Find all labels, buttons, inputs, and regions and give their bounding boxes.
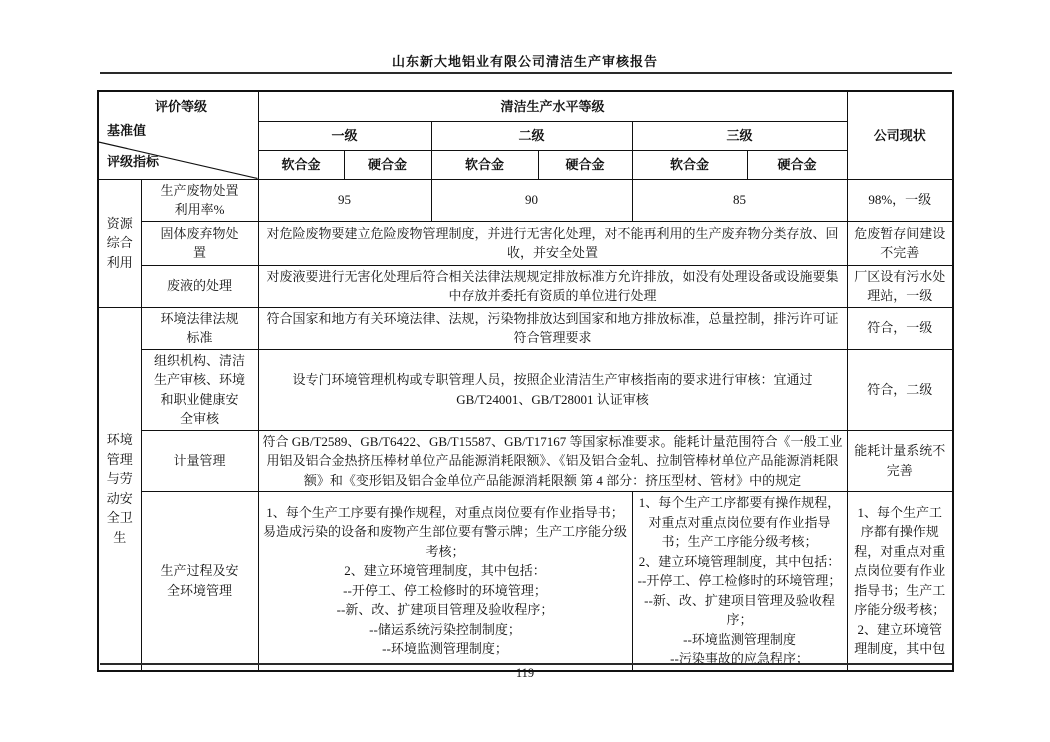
indicator-label-env-law: 环境法律法规 标准	[141, 307, 258, 349]
corner-middle-label: 基准值	[107, 123, 147, 138]
criteria-content-organization: 设专门环境管理机构或专职管理人员，按照企业清洁生产审核指南的要求进行审核：宜通过 GB/T24001、GB/T28001 认证审核	[258, 349, 847, 430]
alloy-header-soft-2: 软合金	[431, 150, 538, 179]
value-level3: 85	[632, 179, 847, 221]
value-level1: 95	[258, 179, 431, 221]
report-title: 山东新大地铝业有限公司清洁生产审核报告	[391, 54, 658, 69]
status-liquid-waste: 厂区设有污水处 理站，一级	[847, 265, 953, 307]
alloy-header-soft-3: 软合金	[632, 150, 747, 179]
indicator-label-waste-utilization: 生产废物处置 利用率%	[141, 179, 258, 221]
status-solid-waste: 危废暂存间建设 不完善	[847, 221, 953, 265]
group-cell-environment: 环境 管理 与劳 动安 全卫 生	[98, 307, 141, 671]
indicator-label-production-process: 生产过程及安 全环境管理	[141, 492, 258, 671]
footer-divider	[100, 663, 952, 665]
alloy-header-soft-1: 软合金	[258, 150, 344, 179]
indicator-label-solid-waste: 固体废弃物处 置	[141, 221, 258, 265]
status-production-process: 1、每个生产工 序都有操作规 程，对重点对重 点岗位要有作业 指导书；生产工 序能分级考核； 2、建立环境管 理制度，其中包	[847, 492, 953, 671]
criteria-content-process-a: 1、每个生产工序要有操作规程，对重点岗位要有作业指导书； 易造成污染的设备和废物产生部位要有警示牌；生产工序能分级 考核； 2、建立环境管理制度，其中包括： --开停工、停工检修时的环境管理； --新、改、扩建项目管理及验收程序； --储运系统污染控制制度； --环境监测管理制度；	[258, 492, 632, 671]
indicator-label-liquid-waste: 废液的处理	[141, 265, 258, 307]
level-2-header: 二级	[431, 121, 632, 150]
indicator-label-metering: 计量管理	[141, 430, 258, 492]
status-organization: 符合，二级	[847, 349, 953, 430]
title-divider	[100, 72, 952, 74]
value-level2: 90	[431, 179, 632, 221]
corner-bottom-label: 评级指标	[107, 154, 160, 169]
status-waste-utilization: 98%，一级	[847, 179, 953, 221]
alloy-header-hard-1: 硬合金	[344, 150, 431, 179]
status-env-law: 符合，一级	[847, 307, 953, 349]
group-cell-resource: 资源 综合 利用	[98, 179, 141, 307]
alloy-header-hard-2: 硬合金	[538, 150, 632, 179]
page-number: 119	[515, 666, 535, 680]
criteria-content-process-b: 1、每个生产工序都要有操作规程， 对重点对重点岗位要有作业指导 书；生产工序能分级考核； 2、建立环境管理制度，其中包括： --开停工、停工检修时的环境管理； --新、改、扩建项目管理及验收程序； --环境监测管理制度 --污染事故的应急程序；	[632, 492, 847, 671]
alloy-header-hard-3: 硬合金	[747, 150, 847, 179]
criteria-content-metering: 符合 GB/T2589、GB/T6422、GB/T15587、GB/T17167 等国家标准要求。能耗计量范围符合《一般工业 用铝及铝合金热挤压棒材单位产品能源消耗限额》、《铝及铝合金轧、拉制管棒材单位产品能源消耗限 额》和《变形铝及铝合金单位产品能源消耗限额 第 4 部分：挤压型材、管材》中的规定	[258, 430, 847, 492]
evaluation-table	[97, 90, 954, 672]
criteria-content-solid-waste: 对危险废物要建立危险废物管理制度，并进行无害化处理，对不能再利用的生产废弃物分类存放、回 收，并安全处置	[258, 221, 847, 265]
corner-cell	[98, 91, 258, 179]
indicator-label-organization: 组织机构、清洁 生产审核、环境 和职业健康安 全审核	[141, 349, 258, 430]
criteria-content-env-law: 符合国家和地方有关环境法律、法规，污染物排放达到国家和地方排放标准，总量控制，排污许可证 符合管理要求	[258, 307, 847, 349]
level-group-header: 清洁生产水平等级	[258, 91, 847, 121]
criteria-content-liquid-waste: 对废液要进行无害化处理后符合相关法律法规规定排放标准方允许排放，如没有处理设备或设施要集 中存放并委托有资质的单位进行处理	[258, 265, 847, 307]
level-3-header: 三级	[632, 121, 847, 150]
status-metering: 能耗计量系统不 完善	[847, 430, 953, 492]
level-1-header: 一级	[258, 121, 431, 150]
corner-top-label: 评价等级	[155, 99, 208, 114]
company-status-header: 公司现状	[847, 91, 953, 179]
